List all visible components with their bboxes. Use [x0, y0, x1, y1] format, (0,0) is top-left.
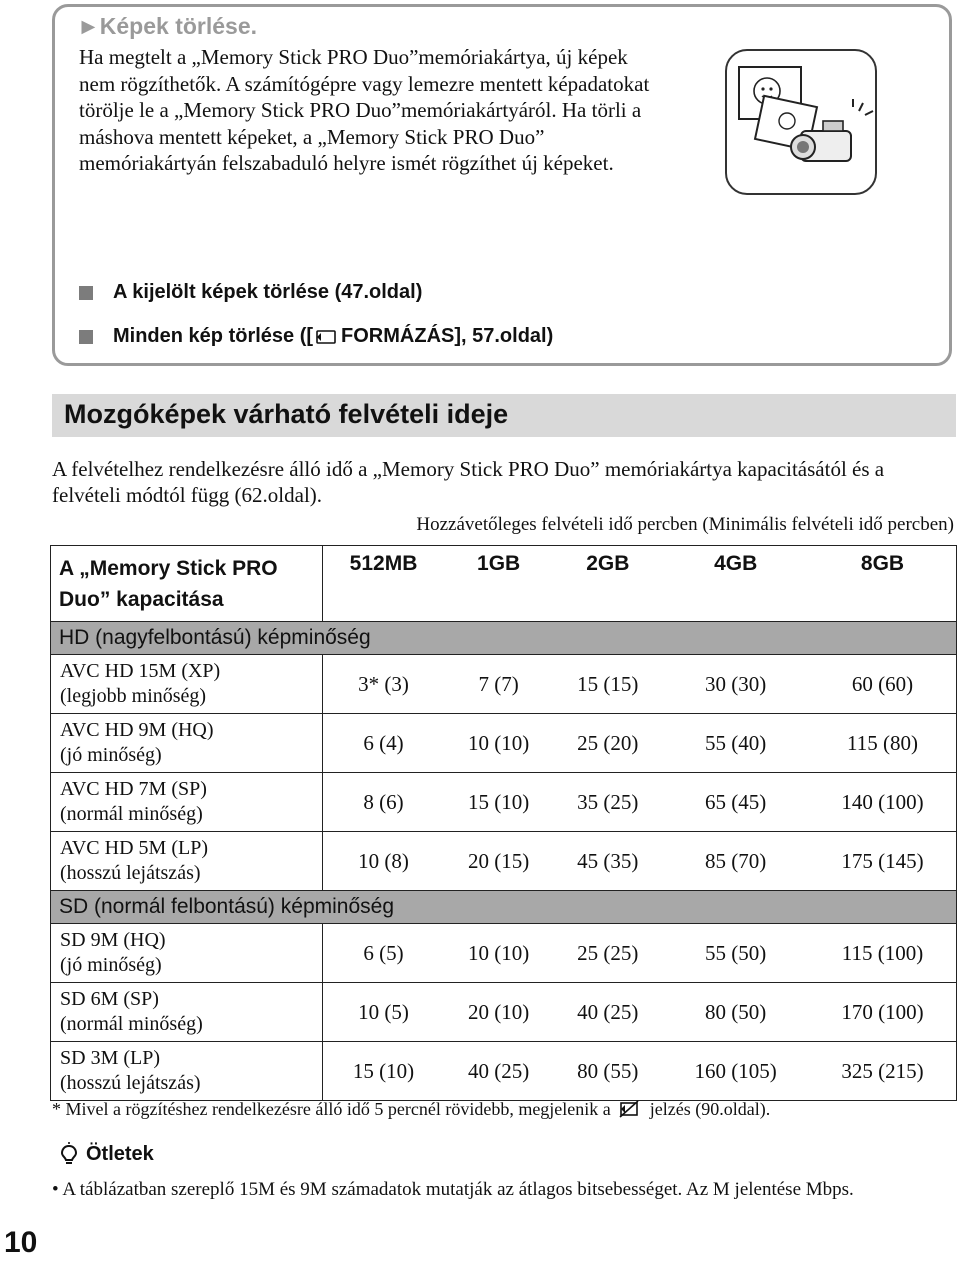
square-bullet-icon — [79, 330, 93, 344]
time-cell: 175 (145) — [809, 832, 957, 891]
mode-quality: (legjobb minőség) — [60, 685, 207, 707]
delete-box-title: ►Képek törlése. — [77, 13, 258, 39]
time-cell: 325 (215) — [809, 1042, 957, 1101]
mode-quality: (normál minőség) — [60, 1013, 203, 1035]
mode-quality: (hosszú lejátszás) — [60, 862, 201, 884]
lightbulb-icon — [58, 1142, 80, 1166]
time-cell: 80 (55) — [553, 1042, 662, 1101]
no-recording-warning-icon — [619, 1100, 641, 1118]
bullet-delete-all — [79, 325, 553, 348]
approx-note: Hozzávetőleges felvételi idő percben (Minimális felvételi idő percben) — [416, 514, 954, 535]
time-cell: 15 (10) — [444, 773, 553, 832]
time-cell: 7 (7) — [444, 655, 553, 714]
delete-images-box — [52, 4, 952, 366]
time-cell: 55 (50) — [662, 924, 809, 983]
section-title: Mozgóképek várható felvételi ideje — [64, 399, 509, 429]
time-cell: 10 (8) — [323, 832, 445, 891]
tips-body: • A táblázatban szereplő 15M és 9M számadatok mutatják az átlagos bitsebességet. Az M jelentése Mbps. — [52, 1179, 854, 1200]
mode-label — [51, 714, 323, 773]
mode-label — [51, 983, 323, 1042]
bullet-delete-selected — [79, 281, 422, 304]
capacity-2gb: 2GB — [553, 546, 662, 622]
mode-name: SD 3M (LP) — [60, 1047, 161, 1069]
capacity-512mb: 512MB — [323, 546, 445, 622]
time-cell: 60 (60) — [809, 655, 957, 714]
mode-name: AVC HD 7M (SP) — [60, 778, 207, 800]
capacity-1gb: 1GB — [444, 546, 553, 622]
page-number: 10 — [4, 1226, 38, 1259]
footnote-text-after: jelzés (90.oldal). — [649, 1099, 771, 1119]
table-row — [51, 924, 957, 983]
table-row — [51, 832, 957, 891]
recording-time-table — [50, 545, 957, 1101]
time-cell: 8 (6) — [323, 773, 445, 832]
mode-label — [51, 773, 323, 832]
delete-box-paragraph: Ha megtelt a „Memory Stick PRO Duo”memóriakártya, új képek nem rögzíthetők. A számítógépre vagy lemezre mentett képadatokat törölje le a „Memory Stick PRO Duo”memóriakártyáról. Ha törli a máshova mentett képeket, a „Memory Stick PRO Duo” memóriakártyán felszabaduló helyre ismét rögzíthet új képeket. — [79, 45, 650, 175]
mode-label — [51, 655, 323, 714]
time-cell: 115 (80) — [809, 714, 957, 773]
time-cell: 25 (25) — [553, 924, 662, 983]
time-cell: 170 (100) — [809, 983, 957, 1042]
memory-stick-icon — [315, 329, 337, 345]
mode-quality: (jó minőség) — [60, 954, 162, 976]
time-cell: 10 (10) — [444, 714, 553, 773]
time-cell: 35 (25) — [553, 773, 662, 832]
time-cell: 65 (45) — [662, 773, 809, 832]
capacity-header: A „Memory Stick PRO Duo” kapacitása — [51, 546, 323, 622]
bullet-delete-all-prefix: Minden kép törlése ([ — [113, 325, 314, 347]
time-cell: 40 (25) — [553, 983, 662, 1042]
table-row — [51, 1042, 957, 1101]
mode-name: SD 9M (HQ) — [60, 929, 166, 951]
time-cell: 30 (30) — [662, 655, 809, 714]
table-header-row — [51, 546, 957, 622]
time-cell: 20 (10) — [444, 983, 553, 1042]
footnote-text-before: * Mivel a rögzítéshez rendelkezésre álló idő 5 percnél rövidebb, megjelenik a — [52, 1099, 611, 1119]
mode-label — [51, 1042, 323, 1101]
time-cell: 45 (35) — [553, 832, 662, 891]
mode-quality: (hosszú lejátszás) — [60, 1072, 201, 1094]
table-row — [51, 773, 957, 832]
section-intro: A felvételhez rendelkezésre álló idő a „Memory Stick PRO Duo” memóriakártya kapacitásától és a felvételi módtól függ (62.oldal). — [52, 457, 885, 507]
mode-label — [51, 832, 323, 891]
sd-group-row — [51, 891, 957, 924]
time-cell: 115 (100) — [809, 924, 957, 983]
hd-group-row — [51, 622, 957, 655]
time-cell: 25 (20) — [553, 714, 662, 773]
mode-name: AVC HD 9M (HQ) — [60, 719, 214, 741]
footnote — [52, 1099, 770, 1120]
mode-name: AVC HD 5M (LP) — [60, 837, 208, 859]
time-cell: 15 (10) — [323, 1042, 445, 1101]
table-row — [51, 714, 957, 773]
mode-name: AVC HD 15M (XP) — [60, 660, 221, 682]
capacity-8gb: 8GB — [809, 546, 957, 622]
square-bullet-icon — [79, 286, 93, 300]
time-cell: 40 (25) — [444, 1042, 553, 1101]
time-cell: 15 (15) — [553, 655, 662, 714]
bullet-delete-selected-text: A kijelölt képek törlése (47.oldal) — [113, 281, 423, 303]
time-cell: 140 (100) — [809, 773, 957, 832]
mode-name: SD 6M (SP) — [60, 988, 159, 1010]
bullet-delete-all-suffix: FORMÁZÁS], 57.oldal) — [341, 325, 554, 347]
time-cell: 10 (10) — [444, 924, 553, 983]
time-cell: 3* (3) — [323, 655, 445, 714]
sd-group-label: SD (normál felbontású) képminőség — [51, 891, 957, 924]
time-cell: 80 (50) — [662, 983, 809, 1042]
mode-quality: (jó minőség) — [60, 744, 162, 766]
mode-quality: (normál minőség) — [60, 803, 203, 825]
time-cell: 10 (5) — [323, 983, 445, 1042]
time-cell: 6 (5) — [323, 924, 445, 983]
tips-heading — [58, 1142, 154, 1166]
hd-group-label: HD (nagyfelbontású) képminőség — [51, 622, 957, 655]
time-cell: 55 (40) — [662, 714, 809, 773]
table-row — [51, 655, 957, 714]
capacity-4gb: 4GB — [662, 546, 809, 622]
camcorder-photos-icon — [727, 51, 875, 193]
time-cell: 20 (15) — [444, 832, 553, 891]
mode-label — [51, 924, 323, 983]
time-cell: 85 (70) — [662, 832, 809, 891]
time-cell: 6 (4) — [323, 714, 445, 773]
table-row — [51, 983, 957, 1042]
tips-title: Ötletek — [86, 1142, 154, 1165]
time-cell: 160 (105) — [662, 1042, 809, 1101]
camcorder-illustration — [725, 49, 877, 195]
section-header — [52, 394, 956, 437]
